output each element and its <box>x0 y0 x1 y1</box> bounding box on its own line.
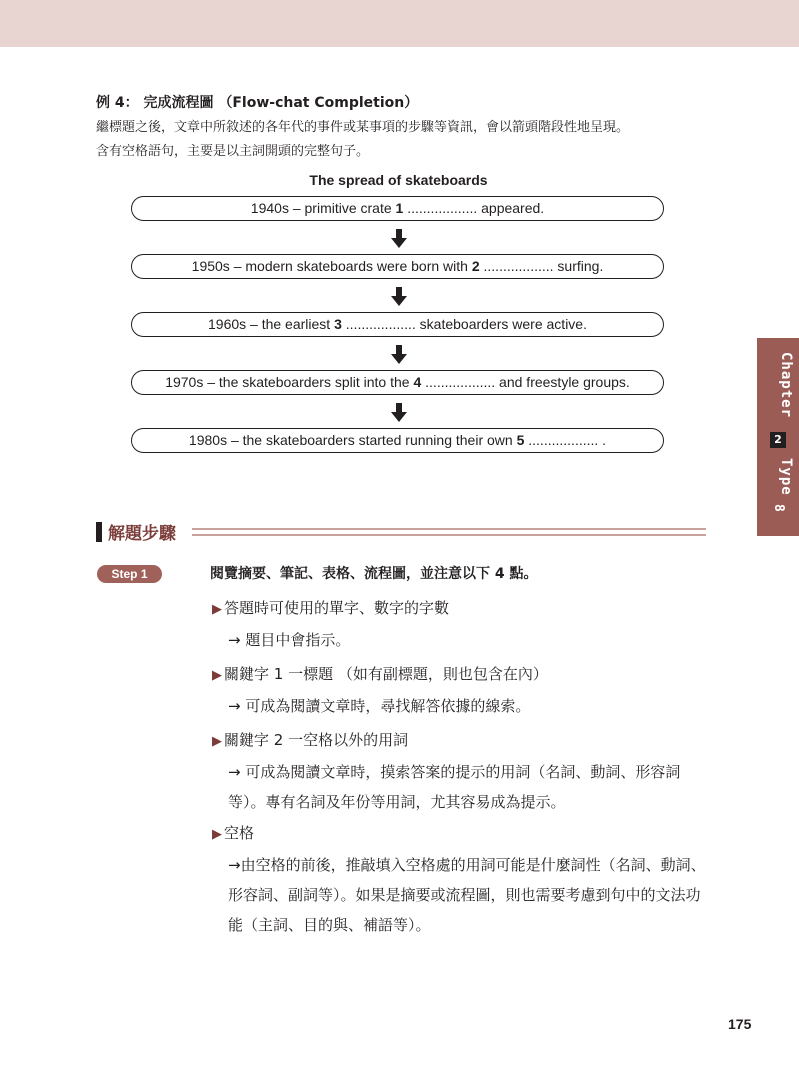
example-intro <box>96 116 736 164</box>
intro-line-2: 含有空格語句，主要是以主詞開頭的完整句子。 <box>96 144 370 159</box>
blank-number: 5 <box>516 432 525 448</box>
step-text-post: .................. . <box>524 432 607 448</box>
chapter-side-tab <box>757 338 799 536</box>
flowchart-title: The spread of skateboards <box>309 172 488 188</box>
step-text-post: .................. and freestyle groups. <box>421 374 630 390</box>
point-head-text: 關鍵字 2 一空格以外的用詞 <box>224 731 409 749</box>
point-body: →由空格的前後，推敲填入空格處的用詞可能是什麼詞性（名詞、動詞、形容詞、副詞等）。如果是摘要或流程圖，則也需要考慮到句中的文法功能（主詞、目的與、補語等）。 <box>228 856 706 934</box>
flowchart-step-2 <box>131 254 664 279</box>
step-text-post: .................. skateboarders were active. <box>341 316 587 332</box>
chapter-number: 2 <box>770 432 786 448</box>
point-head <box>212 593 712 625</box>
triangle-bullet-icon: ▶ <box>212 602 222 617</box>
blank-number: 4 <box>413 374 422 390</box>
top-decorative-band <box>0 0 799 47</box>
step-heading: 閱覽摘要、筆記、表格、流程圖，並注意以下 4 點。 <box>210 566 538 582</box>
type-number: 8 <box>771 504 786 512</box>
triangle-bullet-icon: ▶ <box>212 827 222 842</box>
triangle-bullet-icon: ▶ <box>212 734 222 749</box>
point-head-text: 空格 <box>224 824 255 842</box>
point-item <box>212 818 712 940</box>
step-text-post: .................. appeared. <box>403 200 545 216</box>
section-title: 解題步驟 <box>108 524 176 544</box>
down-arrow-icon <box>391 345 407 364</box>
triangle-bullet-icon: ▶ <box>212 668 222 683</box>
blank-number: 3 <box>334 316 342 332</box>
blank-number: 1 <box>395 200 404 216</box>
flowchart-step-5 <box>131 428 664 453</box>
page-number: 175 <box>728 1016 752 1032</box>
point-body: → 可成為閱讀文章時，摸索答案的提示的用詞（名詞、動詞、形容詞等）。專有名詞及年份等用詞，尤其容易成為提示。 <box>228 763 681 811</box>
point-head <box>212 818 712 850</box>
step-text-pre: 1950s – modern skateboards were born with <box>191 258 472 274</box>
step-text-pre: 1940s – primitive crate <box>250 200 396 216</box>
down-arrow-icon <box>391 287 407 306</box>
section-divider <box>192 528 706 536</box>
point-head <box>212 659 712 691</box>
point-head-text: 關鍵字 1 一標題 （如有副標題，則也包含在內） <box>224 665 548 683</box>
step-text-post: .................. surfing. <box>479 258 604 274</box>
down-arrow-icon <box>391 403 407 422</box>
flowchart-step-3 <box>131 312 664 337</box>
chapter-label: Chapter <box>778 352 794 419</box>
point-item <box>212 659 712 721</box>
point-head <box>212 725 712 757</box>
point-body: → 題目中會指示。 <box>228 631 351 649</box>
intro-line-1: 繼標題之後，文章中所敘述的各年代的事件或某事項的步驟等資訊，會以箭頭階段性地呈現。 <box>96 120 630 135</box>
section-marker <box>96 522 102 542</box>
flowchart-step-1 <box>131 196 664 221</box>
type-label: Type <box>778 458 794 496</box>
point-item <box>212 593 712 655</box>
point-item <box>212 725 712 817</box>
step-badge: Step 1 <box>97 565 162 583</box>
point-body: → 可成為閱讀文章時，尋找解答依據的線索。 <box>228 697 531 715</box>
point-head-text: 答題時可使用的單字、數字的字數 <box>224 599 450 617</box>
blank-number: 2 <box>471 258 480 274</box>
step-text-pre: 1960s – the earliest <box>208 316 335 332</box>
down-arrow-icon <box>391 229 407 248</box>
step-text-pre: 1980s – the skateboarders started running their own <box>188 432 517 448</box>
flowchart-step-4 <box>131 370 664 395</box>
example-title: 例 4： 完成流程圖 （Flow-chat Completion） <box>96 95 419 111</box>
step-text-pre: 1970s – the skateboarders split into the <box>165 374 414 390</box>
